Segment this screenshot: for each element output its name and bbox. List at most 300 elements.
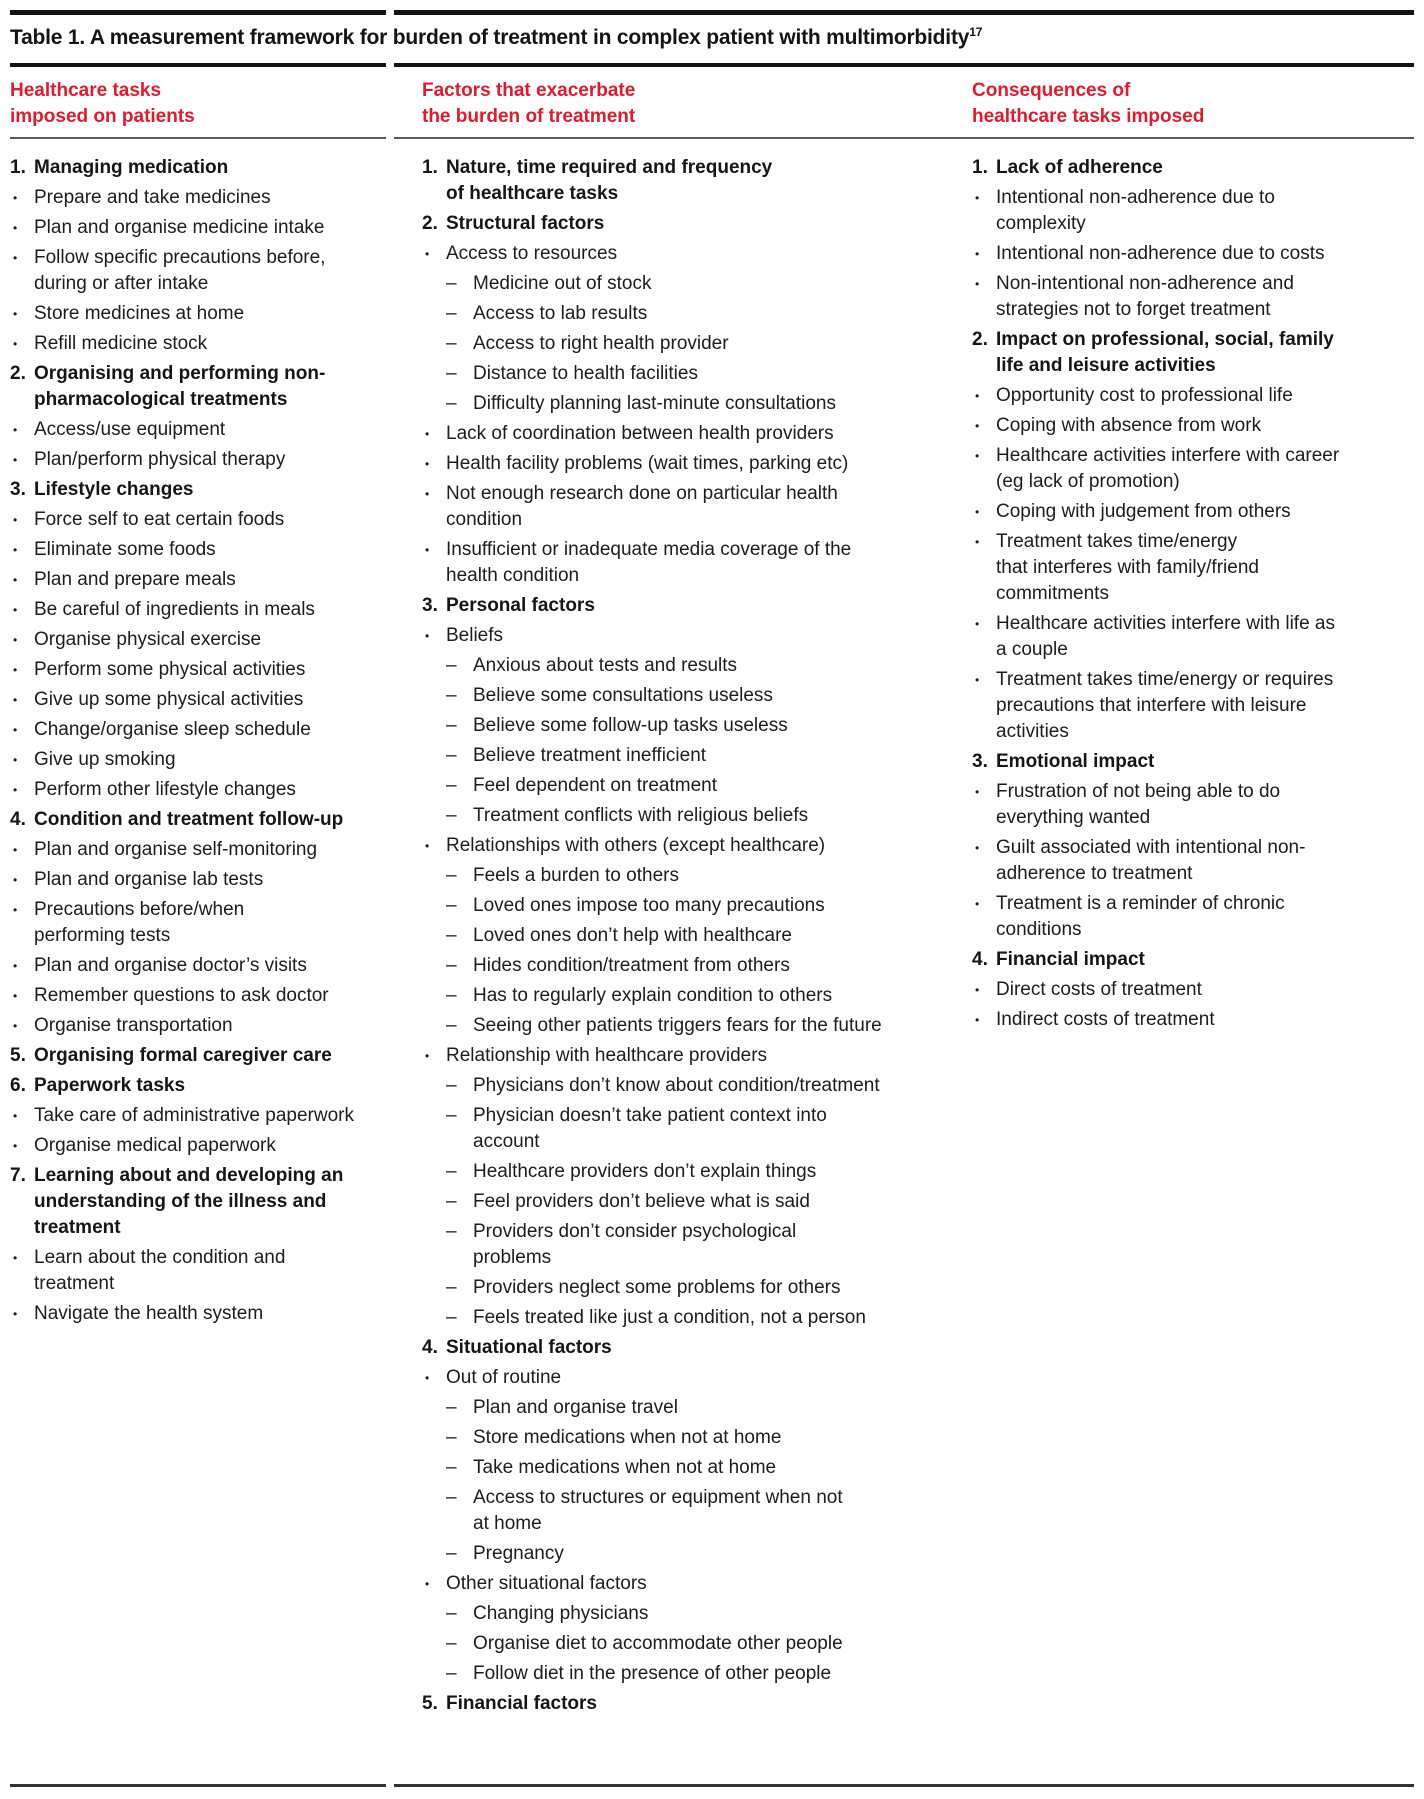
bullet-icon: • (975, 673, 980, 687)
bullet-item (972, 891, 1348, 943)
bullet-icon: • (975, 277, 980, 291)
item-text: Plan and prepare meals (34, 569, 236, 590)
item-text: Intentional non-adherence due to costs (996, 243, 1325, 264)
bullet-icon: • (13, 1307, 18, 1321)
dash-icon: – (446, 985, 457, 1006)
item-text: Organise medical paperwork (34, 1135, 276, 1156)
item-text: Relationship with healthcare providers (446, 1045, 768, 1066)
item-text: Guilt associated with intentional non-adherence to treatment (996, 837, 1306, 884)
dash-icon: – (446, 1277, 457, 1298)
bullet-item (10, 331, 364, 357)
dash-sub-item (446, 361, 892, 387)
dash-icon: – (446, 895, 457, 916)
bullet-item (422, 451, 892, 477)
bullet-item (10, 953, 364, 979)
item-number: 4. (972, 949, 988, 970)
numbered-item (422, 1335, 892, 1361)
item-text: Treatment conflicts with religious beliefs (473, 805, 809, 826)
column-header-consequences (972, 78, 1348, 130)
dash-sub-item (446, 953, 892, 979)
dash-icon: – (446, 303, 457, 324)
bullet-icon: • (13, 1109, 18, 1123)
item-text: Anxious about tests and results (473, 655, 738, 676)
bullet-icon: • (975, 535, 980, 549)
bullet-icon: • (13, 633, 18, 647)
bullet-item (972, 779, 1348, 831)
item-number: 4. (422, 1337, 438, 1358)
dash-sub-item (446, 1159, 892, 1185)
item-text: Healthcare activities interfere with career (eg lack of promotion) (996, 445, 1340, 492)
top-rule (10, 10, 1414, 15)
bullet-icon: • (13, 1139, 18, 1153)
bullet-item (422, 241, 892, 267)
bullet-icon: • (13, 753, 18, 767)
bullet-icon: • (425, 1371, 430, 1385)
title-bottom-rule (10, 63, 1414, 67)
bullet-icon: • (13, 1019, 18, 1033)
bullet-icon: • (975, 247, 980, 261)
item-text: Direct costs of treatment (996, 979, 1202, 1000)
bullet-icon: • (13, 989, 18, 1003)
item-text: Pregnancy (473, 1543, 564, 1564)
dash-sub-item (446, 1275, 892, 1301)
numbered-item (422, 211, 892, 237)
item-text: Health facility problems (wait times, parking etc) (446, 453, 849, 474)
bullet-item (972, 241, 1348, 267)
item-text: Organising formal caregiver care (34, 1045, 332, 1066)
dash-sub-item (446, 1661, 892, 1687)
dash-sub-item (446, 331, 892, 357)
column-header-exacerbating-factors (422, 78, 892, 130)
item-number: 5. (422, 1693, 438, 1714)
item-text: Financial factors (446, 1693, 597, 1714)
bullet-item (972, 835, 1348, 887)
dash-sub-item (446, 391, 892, 417)
item-text: Lack of coordination between health providers (446, 423, 834, 444)
item-text: Organising and performing non-pharmacological treatments (34, 363, 326, 410)
dash-icon: – (446, 1161, 457, 1182)
item-text: Be careful of ingredients in meals (34, 599, 315, 620)
bullet-item (10, 417, 364, 443)
item-text: Prepare and take medicines (34, 187, 271, 208)
numbered-item (422, 593, 892, 619)
item-text: Believe some follow-up tasks useless (473, 715, 788, 736)
bullet-icon: • (13, 873, 18, 887)
bullet-item (972, 667, 1348, 745)
item-text: Indirect costs of treatment (996, 1009, 1215, 1030)
item-text: Access to right health provider (473, 333, 729, 354)
bullet-item (422, 623, 892, 649)
dash-icon: – (446, 1543, 457, 1564)
dash-sub-item (446, 743, 892, 769)
dash-icon: – (446, 805, 457, 826)
bullet-icon: • (975, 389, 980, 403)
bullet-item (10, 567, 364, 593)
item-text: Situational factors (446, 1337, 612, 1358)
item-text: Difficulty planning last-minute consultations (473, 393, 836, 414)
item-text: Refill medicine stock (34, 333, 208, 354)
dash-icon: – (446, 1633, 457, 1654)
dash-icon: – (446, 1191, 457, 1212)
bullet-item (972, 529, 1348, 607)
bullet-icon: • (13, 603, 18, 617)
item-text: Impact on professional, social, family life and leisure activities (996, 329, 1334, 376)
bullet-icon: • (975, 419, 980, 433)
dash-sub-item (446, 1601, 892, 1627)
numbered-item (10, 155, 364, 181)
item-text: Access to structures or equipment when not at home (473, 1487, 843, 1534)
item-text: Distance to health facilities (473, 363, 698, 384)
column-header-line: Healthcare tasks (10, 80, 162, 101)
item-text: Structural factors (446, 213, 605, 234)
item-number: 3. (422, 595, 438, 616)
item-text: Perform some physical activities (34, 659, 306, 680)
item-text: Treatment takes time/energy that interferes with family/friend commitments (996, 531, 1259, 604)
bullet-item (10, 1103, 364, 1129)
item-text: Intentional non-adherence due to complexity (996, 187, 1275, 234)
item-text: Financial impact (996, 949, 1145, 970)
item-text: Believe some consultations useless (473, 685, 773, 706)
bullet-icon: • (13, 221, 18, 235)
dash-sub-item (446, 1103, 892, 1155)
dash-icon: – (446, 273, 457, 294)
item-text: Learning about and developing an understanding of the illness and treatment (34, 1165, 344, 1238)
item-text: Relationships with others (except healthcare) (446, 835, 826, 856)
item-text: Emotional impact (996, 751, 1155, 772)
item-text: Insufficient or inadequate media coverage of the health condition (446, 539, 852, 586)
bullet-icon: • (13, 783, 18, 797)
bullet-item (10, 1245, 364, 1297)
dash-icon: – (446, 1603, 457, 1624)
item-text: Give up smoking (34, 749, 176, 770)
numbered-item (422, 1691, 892, 1717)
bullet-item (972, 611, 1348, 663)
bullet-icon: • (13, 959, 18, 973)
dash-icon: – (446, 1075, 457, 1096)
item-text: Learn about the condition and treatment (34, 1247, 286, 1294)
bullet-item (10, 747, 364, 773)
dash-icon: – (446, 1663, 457, 1684)
bullet-icon: • (425, 839, 430, 853)
column-header-line: Consequences of (972, 80, 1131, 101)
dash-icon: – (446, 1105, 457, 1126)
bullet-icon: • (13, 453, 18, 467)
numbered-item (10, 361, 364, 413)
table-title (10, 25, 982, 50)
dash-sub-item (446, 773, 892, 799)
bullet-item (972, 977, 1348, 1003)
item-text: Plan and organise travel (473, 1397, 678, 1418)
bullet-icon: • (975, 983, 980, 997)
reference-superscript: 17 (969, 25, 983, 39)
bullet-item (10, 245, 364, 297)
dash-icon: – (446, 715, 457, 736)
dash-sub-item (446, 1219, 892, 1271)
dash-sub-item (446, 683, 892, 709)
item-text: Treatment takes time/energy or requires precautions that interfere with leisure activities (996, 669, 1334, 742)
bullet-item (10, 215, 364, 241)
bullet-icon: • (13, 423, 18, 437)
item-text: Treatment is a reminder of chronic conditions (996, 893, 1285, 940)
dash-icon: – (446, 1221, 457, 1242)
item-text: Feel providers don’t believe what is said (473, 1191, 810, 1212)
bullet-icon: • (13, 513, 18, 527)
dash-sub-item (446, 1395, 892, 1421)
item-text: Give up some physical activities (34, 689, 304, 710)
bullet-icon: • (425, 247, 430, 261)
item-text: Healthcare providers don’t explain things (473, 1161, 817, 1182)
bullet-item (10, 1133, 364, 1159)
item-text: Plan and organise medicine intake (34, 217, 325, 238)
item-number: 1. (972, 157, 988, 178)
dash-sub-item (446, 893, 892, 919)
item-text: Medicine out of stock (473, 273, 652, 294)
item-text: Feels a burden to others (473, 865, 679, 886)
item-text: Nature, time required and frequency of healthcare tasks (446, 157, 773, 204)
item-text: Out of routine (446, 1367, 562, 1388)
dash-sub-item (446, 1073, 892, 1099)
bullet-icon: • (975, 897, 980, 911)
bottom-rule (10, 1784, 1414, 1787)
dash-sub-item (446, 271, 892, 297)
numbered-item (422, 155, 892, 207)
numbered-item (972, 749, 1348, 775)
dash-sub-item (446, 1631, 892, 1657)
item-text: Take care of administrative paperwork (34, 1105, 354, 1126)
bullet-icon: • (975, 191, 980, 205)
bullet-item (10, 627, 364, 653)
dash-sub-item (446, 1425, 892, 1451)
dash-sub-item (446, 1455, 892, 1481)
item-text: Lifestyle changes (34, 479, 194, 500)
item-text: Coping with absence from work (996, 415, 1262, 436)
item-text: Remember questions to ask doctor (34, 985, 329, 1006)
item-text: Plan/perform physical therapy (34, 449, 286, 470)
dash-icon: – (446, 925, 457, 946)
item-text: Plan and organise self-monitoring (34, 839, 318, 860)
bullet-icon: • (13, 307, 18, 321)
numbered-item (972, 947, 1348, 973)
bullet-item (422, 1043, 892, 1069)
bullet-item (10, 447, 364, 473)
item-number: 3. (10, 479, 26, 500)
item-text: Access to resources (446, 243, 618, 264)
bullet-icon: • (13, 663, 18, 677)
bullet-item (10, 507, 364, 533)
header-rule (10, 137, 1414, 139)
item-text: Store medications when not at home (473, 1427, 782, 1448)
bullet-icon: • (975, 841, 980, 855)
item-text: Hides condition/treatment from others (473, 955, 790, 976)
item-text: Non-intentional non-adherence and strategies not to forget treatment (996, 273, 1294, 320)
item-text: Access/use equipment (34, 419, 226, 440)
bullet-item (10, 777, 364, 803)
dash-icon: – (446, 955, 457, 976)
bullet-item (10, 657, 364, 683)
item-text: Perform other lifestyle changes (34, 779, 296, 800)
numbered-item (10, 1073, 364, 1099)
column-header-healthcare-tasks (10, 78, 364, 130)
bullet-icon: • (975, 449, 980, 463)
item-text: Seeing other patients triggers fears for the future (473, 1015, 882, 1036)
bullet-item (10, 867, 364, 893)
column-list-exacerbating-factors (422, 153, 892, 1721)
item-text: Physician doesn’t take patient context into account (473, 1105, 827, 1152)
bullet-item (10, 185, 364, 211)
bullet-item (10, 837, 364, 863)
item-text: Paperwork tasks (34, 1075, 186, 1096)
item-text: Providers don’t consider psychological problems (473, 1221, 797, 1268)
item-text: Feels treated like just a condition, not a person (473, 1307, 866, 1328)
bullet-item (10, 537, 364, 563)
dash-sub-item (446, 1305, 892, 1331)
item-text: Other situational factors (446, 1573, 647, 1594)
item-text: Providers neglect some problems for others (473, 1277, 841, 1298)
numbered-item (972, 155, 1348, 181)
bullet-item (422, 1571, 892, 1597)
item-text: Personal factors (446, 595, 595, 616)
bullet-icon: • (425, 1049, 430, 1063)
numbered-item (10, 1043, 364, 1069)
table-title-text: Table 1. A measurement framework for burden of treatment in complex patient with multimorbidity (10, 26, 970, 49)
bullet-icon: • (975, 1013, 980, 1027)
dash-sub-item (446, 713, 892, 739)
dash-icon: – (446, 1015, 457, 1036)
dash-icon: – (446, 1487, 457, 1508)
bullet-icon: • (975, 505, 980, 519)
item-text: Follow diet in the presence of other people (473, 1663, 832, 1684)
bullet-item (972, 383, 1348, 409)
item-text: Loved ones don’t help with healthcare (473, 925, 793, 946)
item-text: Change/organise sleep schedule (34, 719, 311, 740)
bullet-icon: • (13, 337, 18, 351)
item-text: Force self to eat certain foods (34, 509, 285, 530)
item-text: Loved ones impose too many precautions (473, 895, 825, 916)
item-text: Physicians don’t know about condition/treatment (473, 1075, 880, 1096)
bullet-icon: • (425, 629, 430, 643)
item-number: 5. (10, 1045, 26, 1066)
item-text: Has to regularly explain condition to others (473, 985, 833, 1006)
bullet-item (10, 983, 364, 1009)
item-number: 1. (422, 157, 438, 178)
item-text: Plan and organise lab tests (34, 869, 264, 890)
item-text: Frustration of not being able to do everything wanted (996, 781, 1281, 828)
bullet-icon: • (425, 457, 430, 471)
dash-icon: – (446, 363, 457, 384)
bullet-icon: • (425, 427, 430, 441)
bullet-item (10, 597, 364, 623)
bullet-icon: • (425, 543, 430, 557)
bullet-item (422, 1365, 892, 1391)
item-text: Changing physicians (473, 1603, 649, 1624)
bullet-icon: • (13, 1251, 18, 1265)
item-text: Opportunity cost to professional life (996, 385, 1293, 406)
bullet-item (10, 301, 364, 327)
bullet-item (972, 413, 1348, 439)
bullet-icon: • (13, 573, 18, 587)
dash-sub-item (446, 1485, 892, 1537)
item-text: Organise transportation (34, 1015, 233, 1036)
bullet-icon: • (425, 1577, 430, 1591)
dash-icon: – (446, 775, 457, 796)
item-number: 2. (972, 329, 988, 350)
item-text: Access to lab results (473, 303, 648, 324)
item-text: Healthcare activities interfere with life as a couple (996, 613, 1335, 660)
bullet-item (972, 185, 1348, 237)
dash-sub-item (446, 1189, 892, 1215)
bullet-item (422, 833, 892, 859)
bullet-icon: • (13, 903, 18, 917)
dash-sub-item (446, 653, 892, 679)
bullet-item (10, 687, 364, 713)
numbered-item (10, 807, 364, 833)
column-header-line: healthcare tasks imposed (972, 106, 1205, 127)
dash-icon: – (446, 865, 457, 886)
bullet-item (10, 717, 364, 743)
item-number: 4. (10, 809, 26, 830)
column-header-line: Factors that exacerbate (422, 80, 636, 101)
dash-sub-item (446, 803, 892, 829)
dash-icon: – (446, 333, 457, 354)
dash-icon: – (446, 393, 457, 414)
bullet-item (972, 1007, 1348, 1033)
bullet-item (422, 537, 892, 589)
item-number: 6. (10, 1075, 26, 1096)
item-text: Feel dependent on treatment (473, 775, 718, 796)
item-number: 3. (972, 751, 988, 772)
item-text: Store medicines at home (34, 303, 245, 324)
dash-icon: – (446, 1307, 457, 1328)
bullet-item (10, 1013, 364, 1039)
bullet-icon: • (13, 693, 18, 707)
bullet-item (10, 897, 364, 949)
dash-icon: – (446, 1457, 457, 1478)
bullet-icon: • (13, 723, 18, 737)
bullet-item (972, 271, 1348, 323)
dash-icon: – (446, 1427, 457, 1448)
item-text: Take medications when not at home (473, 1457, 777, 1478)
item-text: Precautions before/when performing tests (34, 899, 245, 946)
bullet-icon: • (13, 251, 18, 265)
bullet-icon: • (13, 543, 18, 557)
bullet-icon: • (13, 191, 18, 205)
item-number: 2. (10, 363, 26, 384)
numbered-item (972, 327, 1348, 379)
item-text: Lack of adherence (996, 157, 1163, 178)
column-list-consequences (972, 153, 1348, 1037)
item-number: 2. (422, 213, 438, 234)
bullet-item (422, 481, 892, 533)
bullet-item (10, 1301, 364, 1327)
bullet-icon: • (975, 785, 980, 799)
item-number: 1. (10, 157, 26, 178)
dash-icon: – (446, 1397, 457, 1418)
dash-sub-item (446, 1541, 892, 1567)
item-text: Not enough research done on particular health condition (446, 483, 838, 530)
item-text: Condition and treatment follow-up (34, 809, 344, 830)
dash-sub-item (446, 301, 892, 327)
item-number: 7. (10, 1165, 26, 1186)
item-text: Plan and organise doctor’s visits (34, 955, 307, 976)
bullet-icon: • (13, 843, 18, 857)
column-list-healthcare-tasks (10, 153, 364, 1331)
column-header-line: imposed on patients (10, 106, 195, 127)
item-text: Navigate the health system (34, 1303, 264, 1324)
dash-icon: – (446, 655, 457, 676)
bullet-item (972, 499, 1348, 525)
item-text: Eliminate some foods (34, 539, 216, 560)
numbered-item (10, 477, 364, 503)
